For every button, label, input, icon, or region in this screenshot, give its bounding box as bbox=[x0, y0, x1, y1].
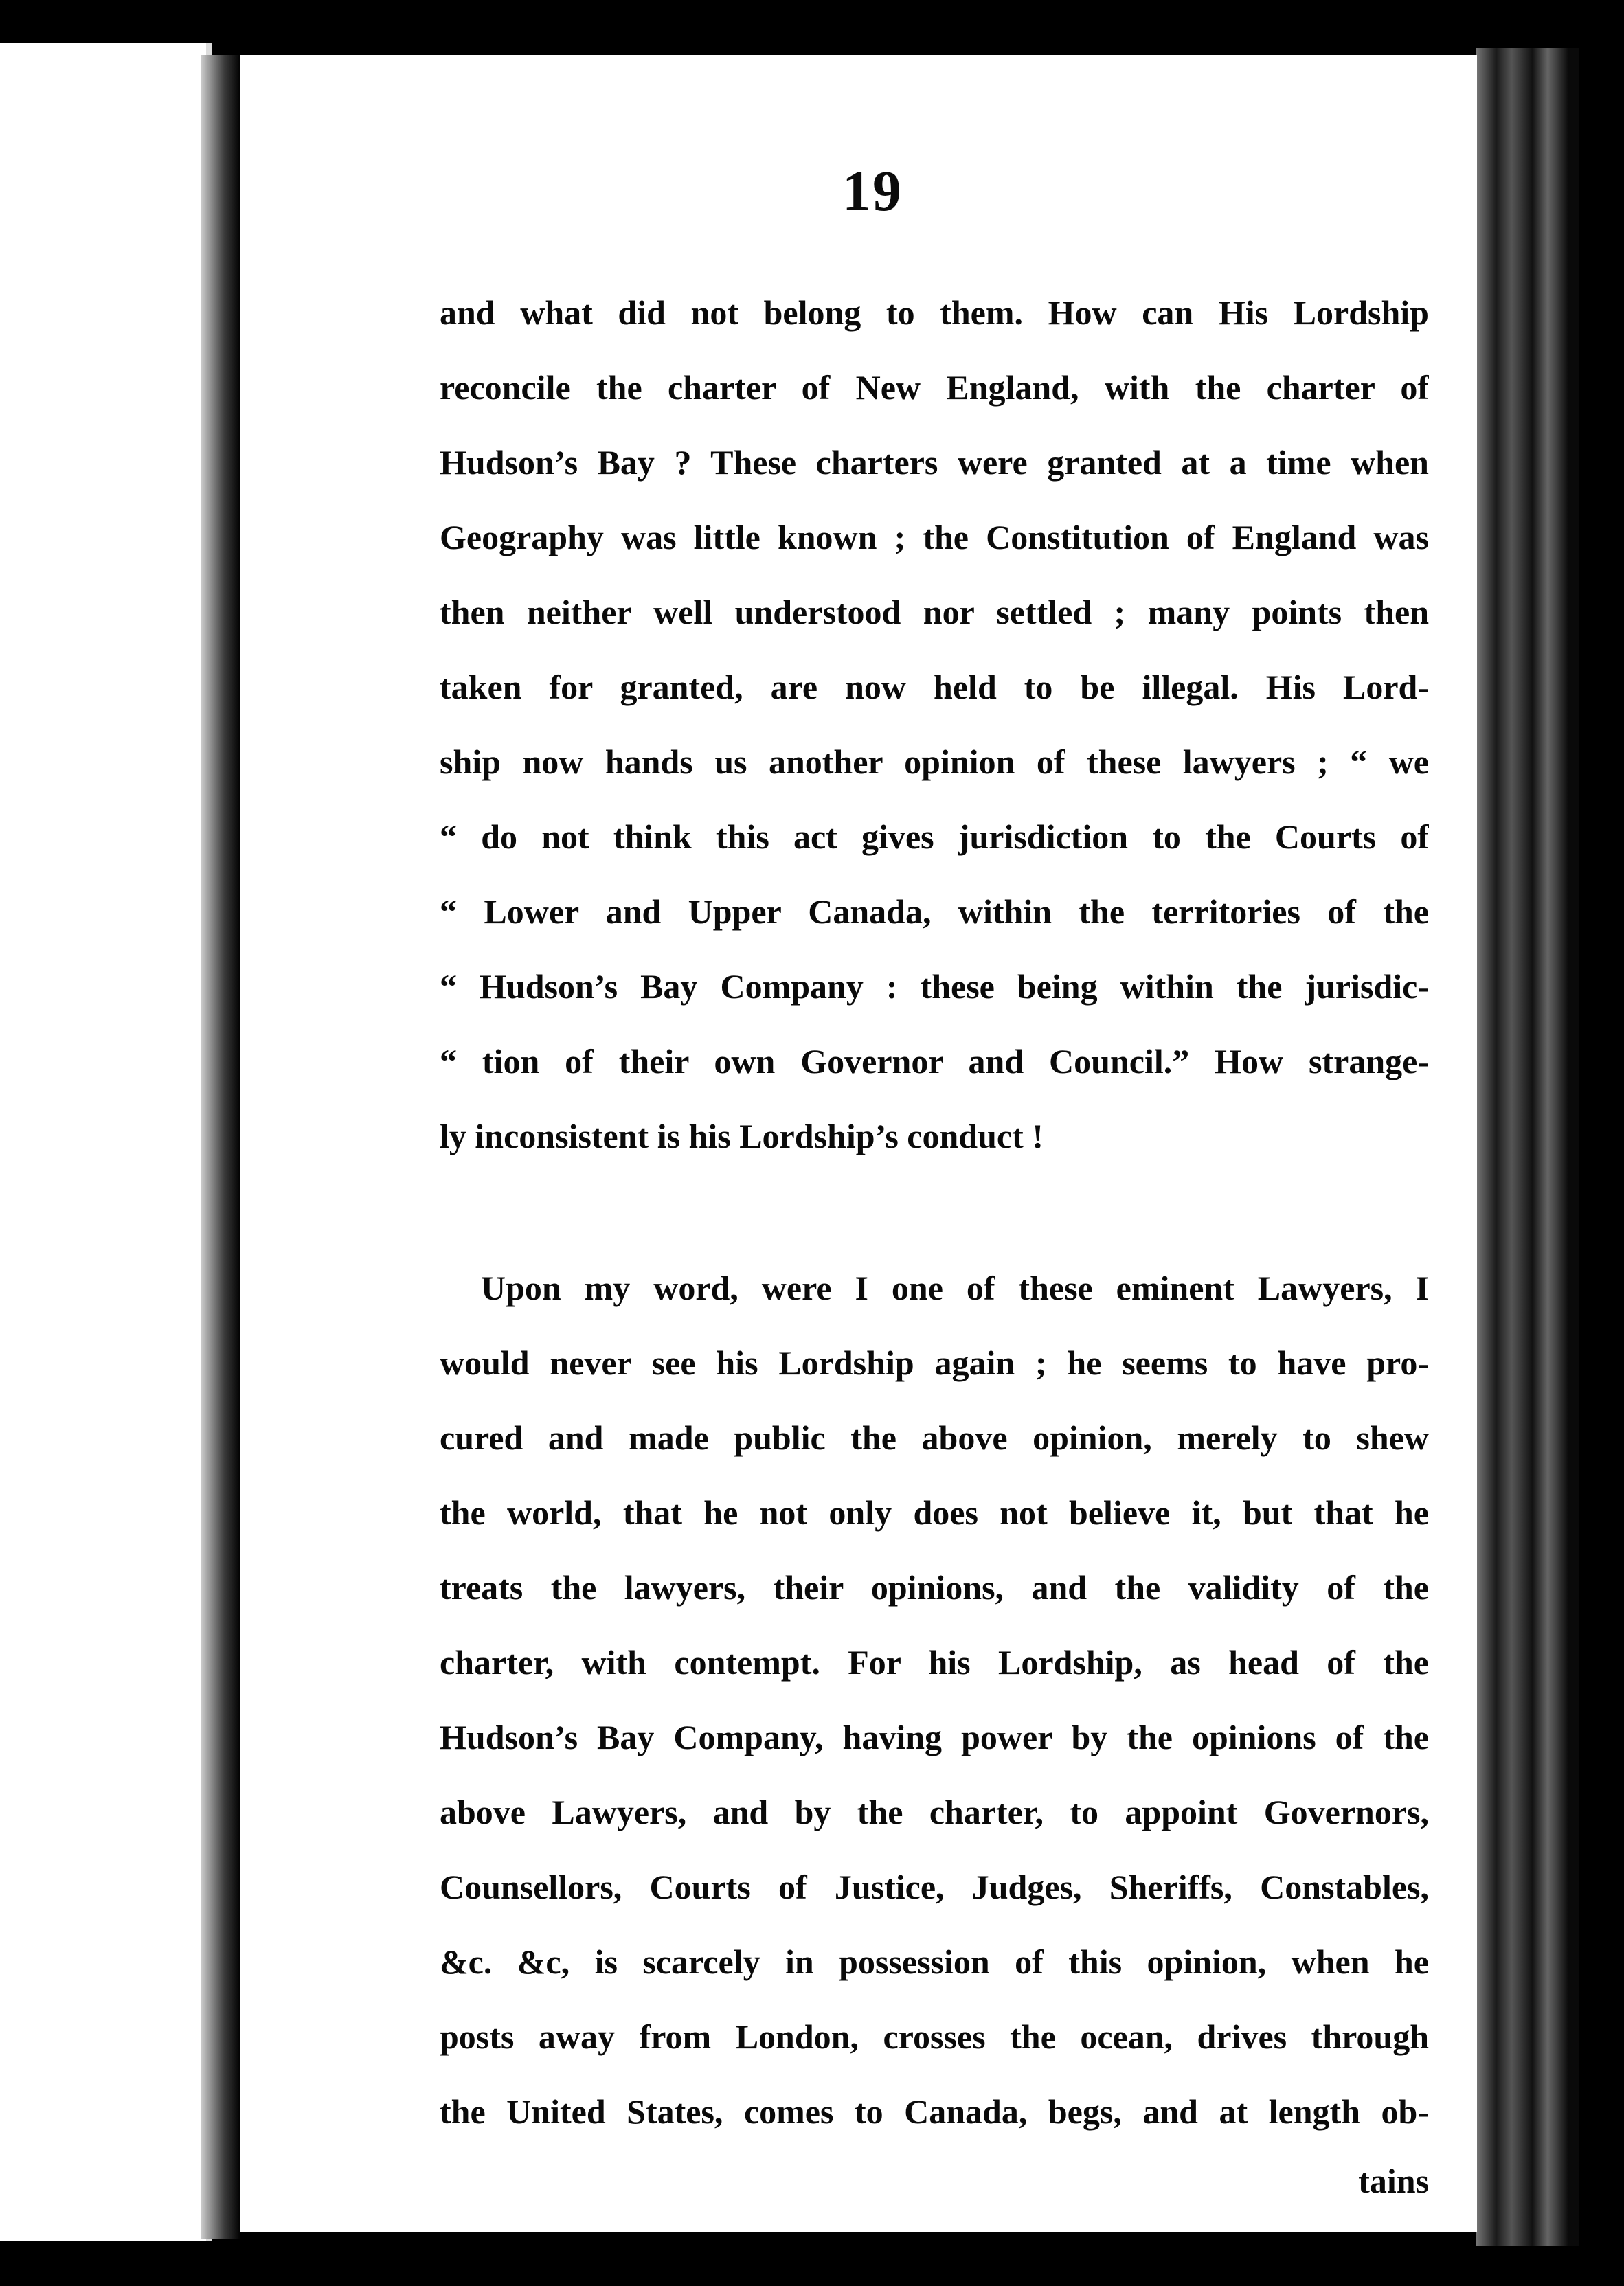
text-line: would never see his Lordship again ; he seems to have pro- bbox=[440, 1344, 1429, 1382]
text-line: cured and made public the above opinion, merely to shew bbox=[440, 1418, 1429, 1457]
book-page bbox=[240, 55, 1477, 2232]
text-line: reconcile the charter of New England, with the charter of bbox=[440, 368, 1429, 407]
text-line: charter, with contempt. For his Lordship, as head of the bbox=[440, 1643, 1429, 1682]
book-gutter bbox=[201, 55, 240, 2239]
text-line: “ tion of their own Governor and Council.” How strange- bbox=[440, 1042, 1429, 1080]
previous-page-edge bbox=[0, 43, 212, 2241]
text-line: Hudson’s Bay Company, having power by the opinions of the bbox=[440, 1718, 1429, 1756]
catchword: tains bbox=[1358, 2162, 1429, 2200]
paragraph-1 bbox=[440, 275, 1429, 1181]
text-line: Counsellors, Courts of Justice, Judges, Sheriffs, Constables, bbox=[440, 1868, 1429, 1906]
text-line: the world, that he not only does not believe it, but that he bbox=[440, 1493, 1429, 1532]
text-line: treats the lawyers, their opinions, and the validity of the bbox=[440, 1568, 1429, 1607]
text-line: and what did not belong to them. How can His Lordship bbox=[440, 293, 1429, 332]
text-line: “ Hudson’s Bay Company : these being within the jurisdic- bbox=[440, 967, 1429, 1006]
text-line: taken for granted, are now held to be illegal. His Lord- bbox=[440, 668, 1429, 706]
text-line: ship now hands us another opinion of these lawyers ; “ we bbox=[440, 743, 1429, 781]
text-line: Geography was little known ; the Constitution of England was bbox=[440, 518, 1429, 556]
text-line: &c. &c, is scarcely in possession of this opinion, when he bbox=[440, 1943, 1429, 1981]
text-line: ly inconsistent is his Lordship’s conduct ! bbox=[440, 1117, 1044, 1155]
text-line: above Lawyers, and by the charter, to appoint Governors, bbox=[440, 1793, 1429, 1831]
text-line: “ do not think this act gives jurisdiction to the Courts of bbox=[440, 817, 1429, 856]
catchword-block bbox=[440, 2143, 1429, 2219]
text-line: Upon my word, were I one of these eminent Lawyers, I bbox=[481, 1269, 1429, 1307]
text-line: posts away from London, crosses the ocean, drives through bbox=[440, 2017, 1429, 2056]
text-line: “ Lower and Upper Canada, within the territories of the bbox=[440, 892, 1429, 931]
text-line: the United States, comes to Canada, begs, and at length ob- bbox=[440, 2092, 1429, 2131]
text-line: then neither well understood nor settled ; many points then bbox=[440, 593, 1429, 631]
text-line: Hudson’s Bay ? These charters were granted at a time when bbox=[440, 443, 1429, 482]
paragraph-2 bbox=[440, 1250, 1429, 2164]
page-stack-edge bbox=[1476, 48, 1579, 2246]
page-number: 19 bbox=[842, 159, 903, 223]
